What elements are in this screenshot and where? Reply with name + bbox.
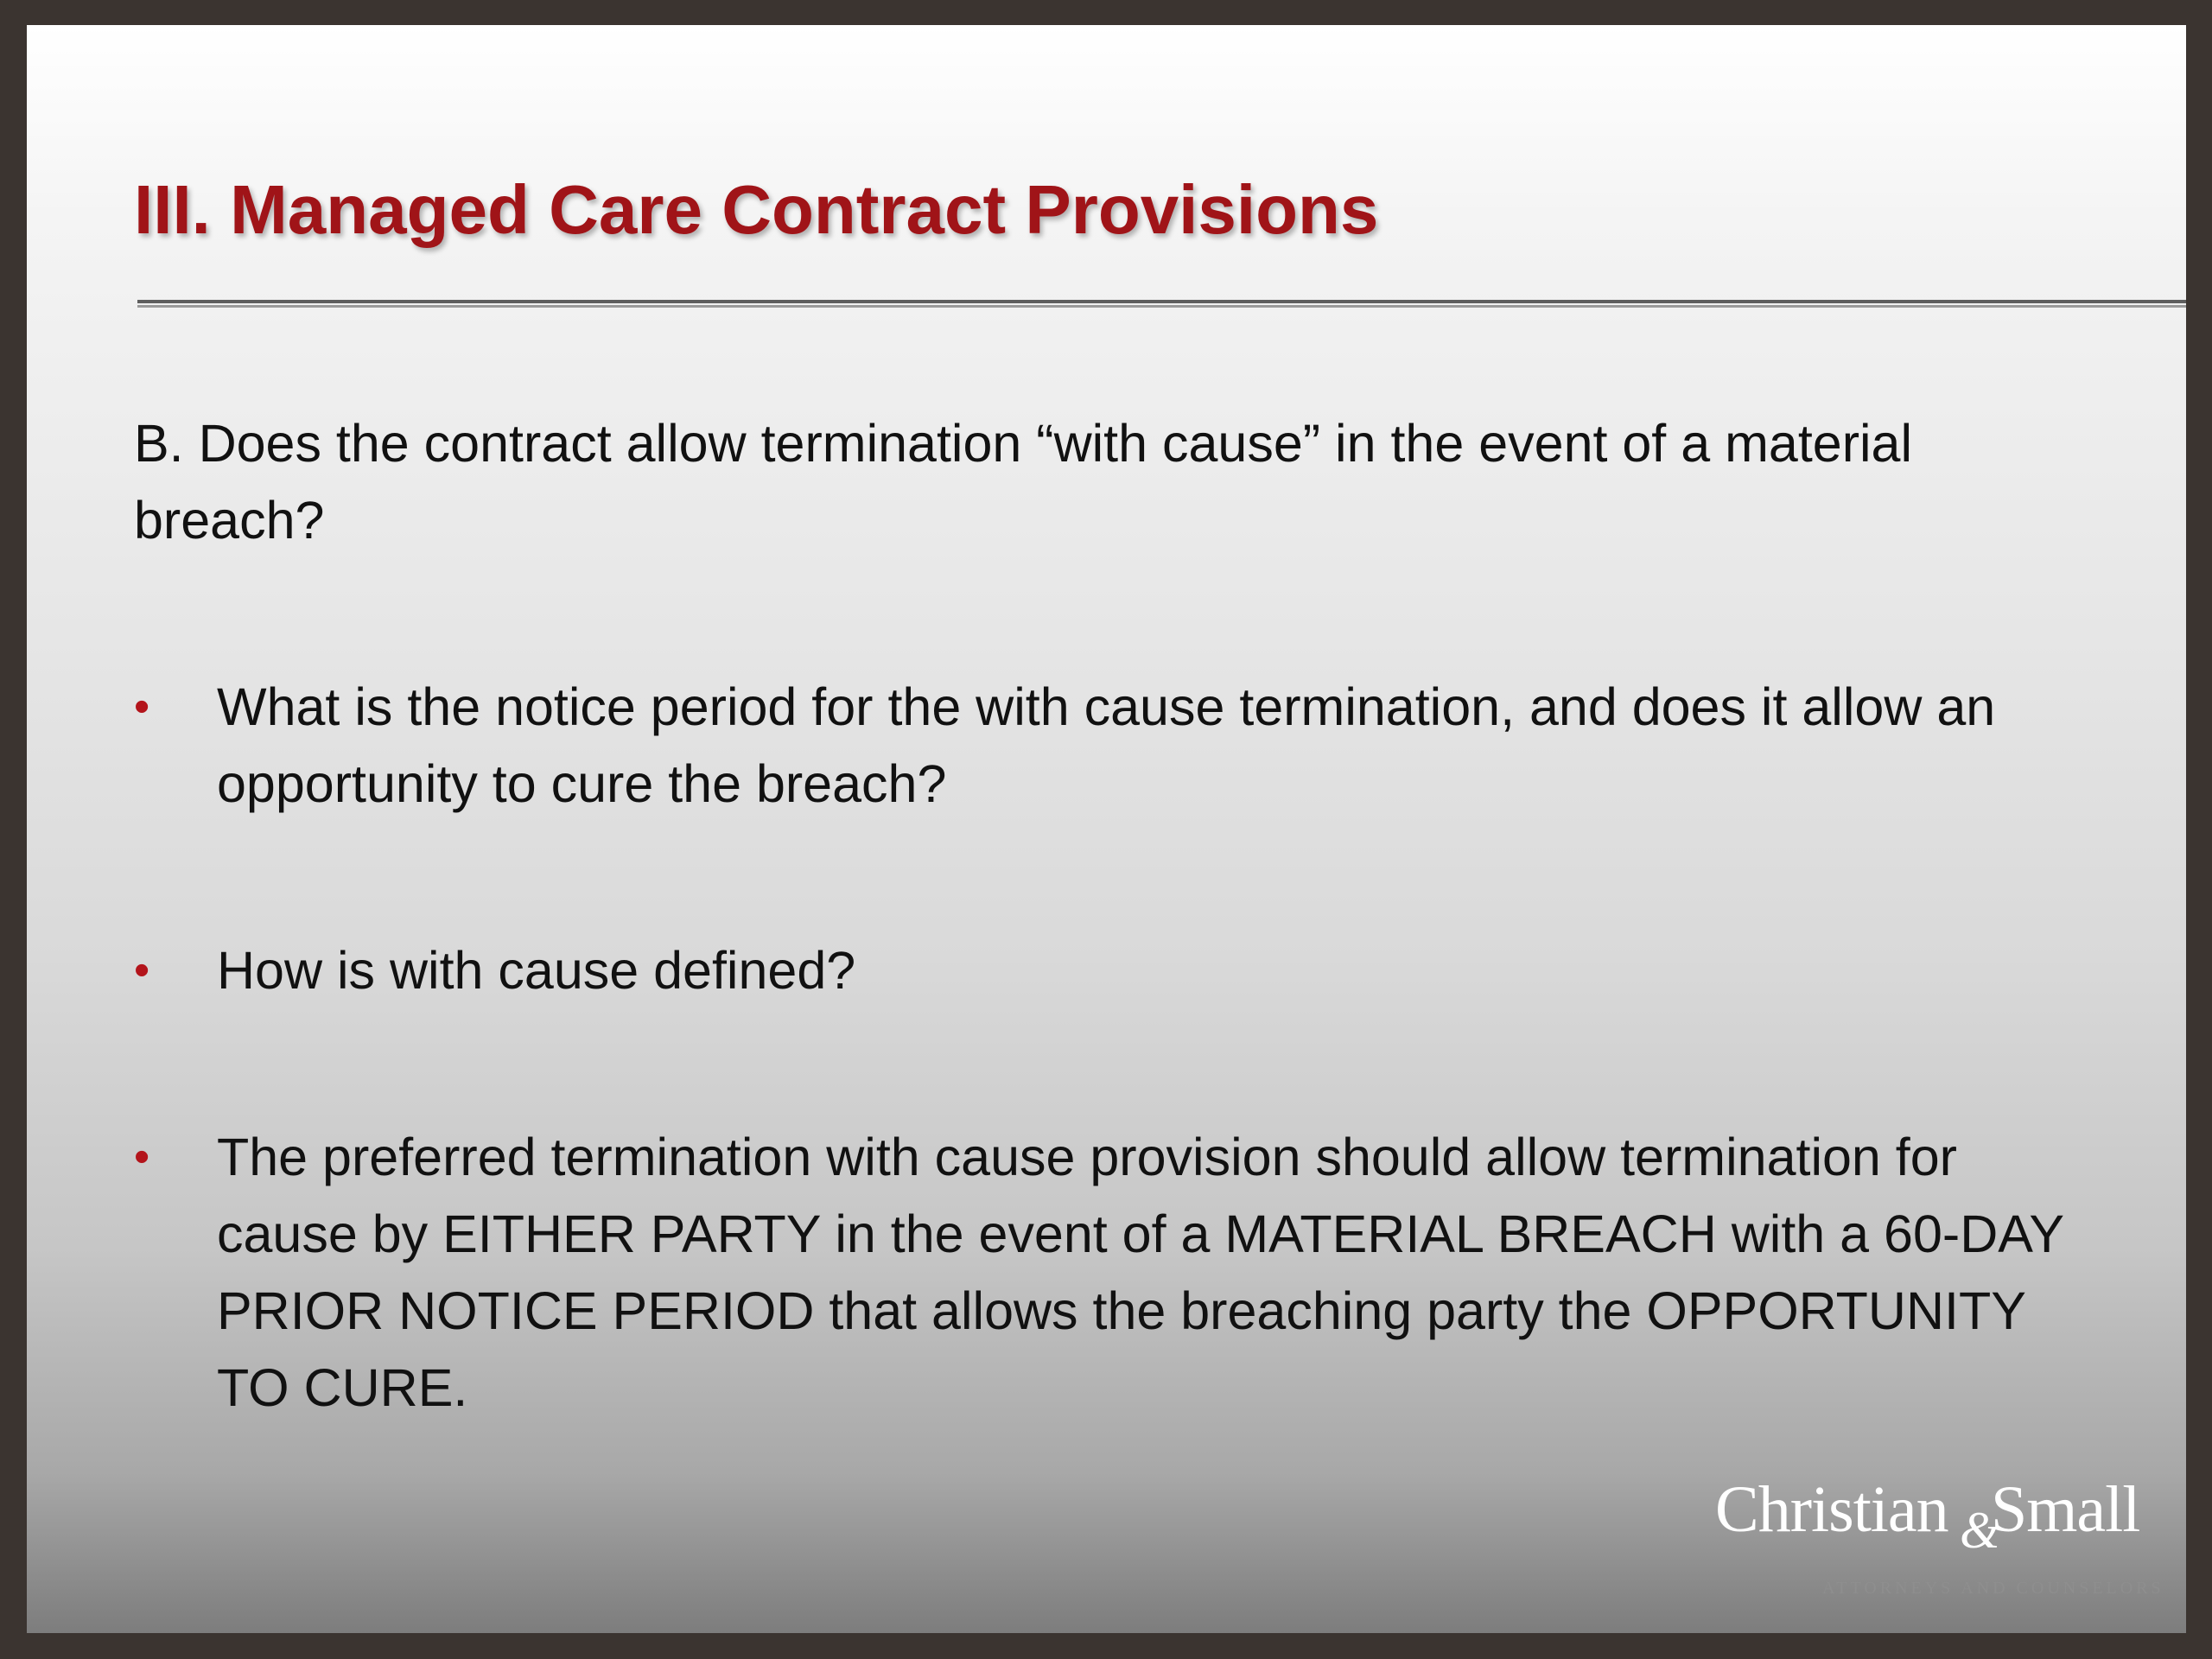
logo-name-second: Small [1991,1473,2140,1546]
slide-title: III. Managed Care Contract Provisions [134,171,1379,248]
bullet-marker: • [134,1132,150,1182]
bullet-item-preferred-provision [134,1119,2087,1427]
bullet-text: How is with cause defined? [217,941,856,1000]
logo-ampersand: & [1960,1502,2000,1559]
bullet-item-cause-definition [134,932,2087,1009]
bullet-marker: • [134,945,150,995]
intro-question: B. Does the contract allow termination “with cause” in the event of a material breach? [134,414,1913,550]
firm-logo [1703,1473,2170,1606]
logo-tagline: ATTORNEYS AND COUNSELORS [1822,1579,2164,1598]
bullet-list [134,669,2087,1536]
bullet-item-notice-period [134,669,2087,823]
title-divider-shadow [137,305,2186,308]
slide [27,25,2186,1633]
logo-name-first: Christian [1715,1473,1948,1546]
bullet-marker: • [134,682,150,732]
bullet-text: What is the notice period for the with cause termination, and does it allow an opportunity to cure the breach? [217,677,1996,813]
bullet-text: The preferred termination with cause provision should allow termination for cause by EITHER PARTY in the event of a MATERIAL BREACH with a 60-DAY PRIOR NOTICE PERIOD that allows the breaching party the OPPORTUNITY TO CURE. [217,1128,2063,1417]
title-divider [137,300,2186,303]
